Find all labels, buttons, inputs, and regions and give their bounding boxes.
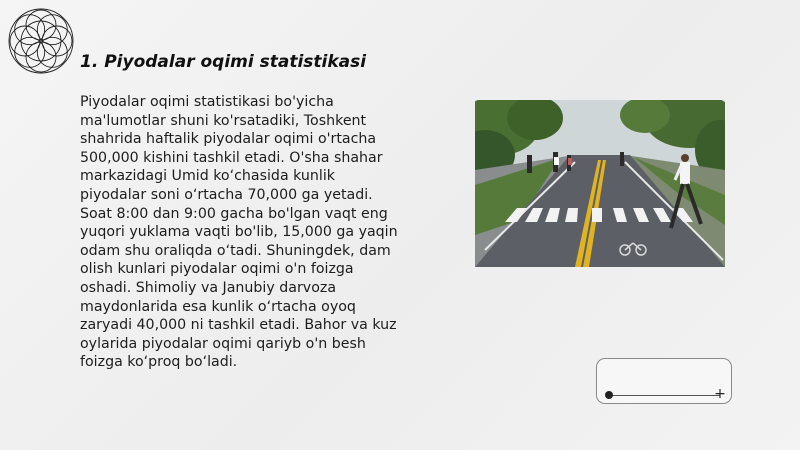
- audio-player-widget[interactable]: [596, 358, 732, 404]
- player-progress-track[interactable]: [609, 395, 720, 396]
- decorative-flower-logo: [5, 5, 77, 77]
- slide-title: 1. Piyodalar oqimi statistikasi: [80, 52, 367, 72]
- plus-icon[interactable]: +: [714, 386, 726, 402]
- street-photo-illustration: [475, 100, 725, 267]
- slide-body-text: Piyodalar oqimi statistikasi bo'yicha ma'lumotlar shuni ko'rsatadiki, Toshkent shahrida haftalik piyodalar oqimi o'rtacha 500,000 kishini tashkil etadi. O'sha shahar markazidagi Umid ko‘chasida kunlik piyodalar soni o‘rtacha 70,000 ga yetadi. Soat 8:00 dan 9:00 gacha bo'lgan vaqt eng yuqori yuklama vaqti bo'lib, 15,000 ga yaqin odam shu oraliqda o‘tadi. Shuningdek, dam olish kunlari piyodalar oqimi o'n foizga oshadi. Shimoliy va Janubiy darvoza maydonlarida esa kunlik o‘rtacha oyoq zaryadi 40,000 ni tashkil etadi. Bahor va kuz oylarida piyodalar oqimi qariyb o'n besh foizga ko‘proq bo‘ladi.: [80, 94, 398, 371]
- dot-icon[interactable]: [605, 391, 613, 399]
- street-crosswalk-photo: [475, 100, 725, 267]
